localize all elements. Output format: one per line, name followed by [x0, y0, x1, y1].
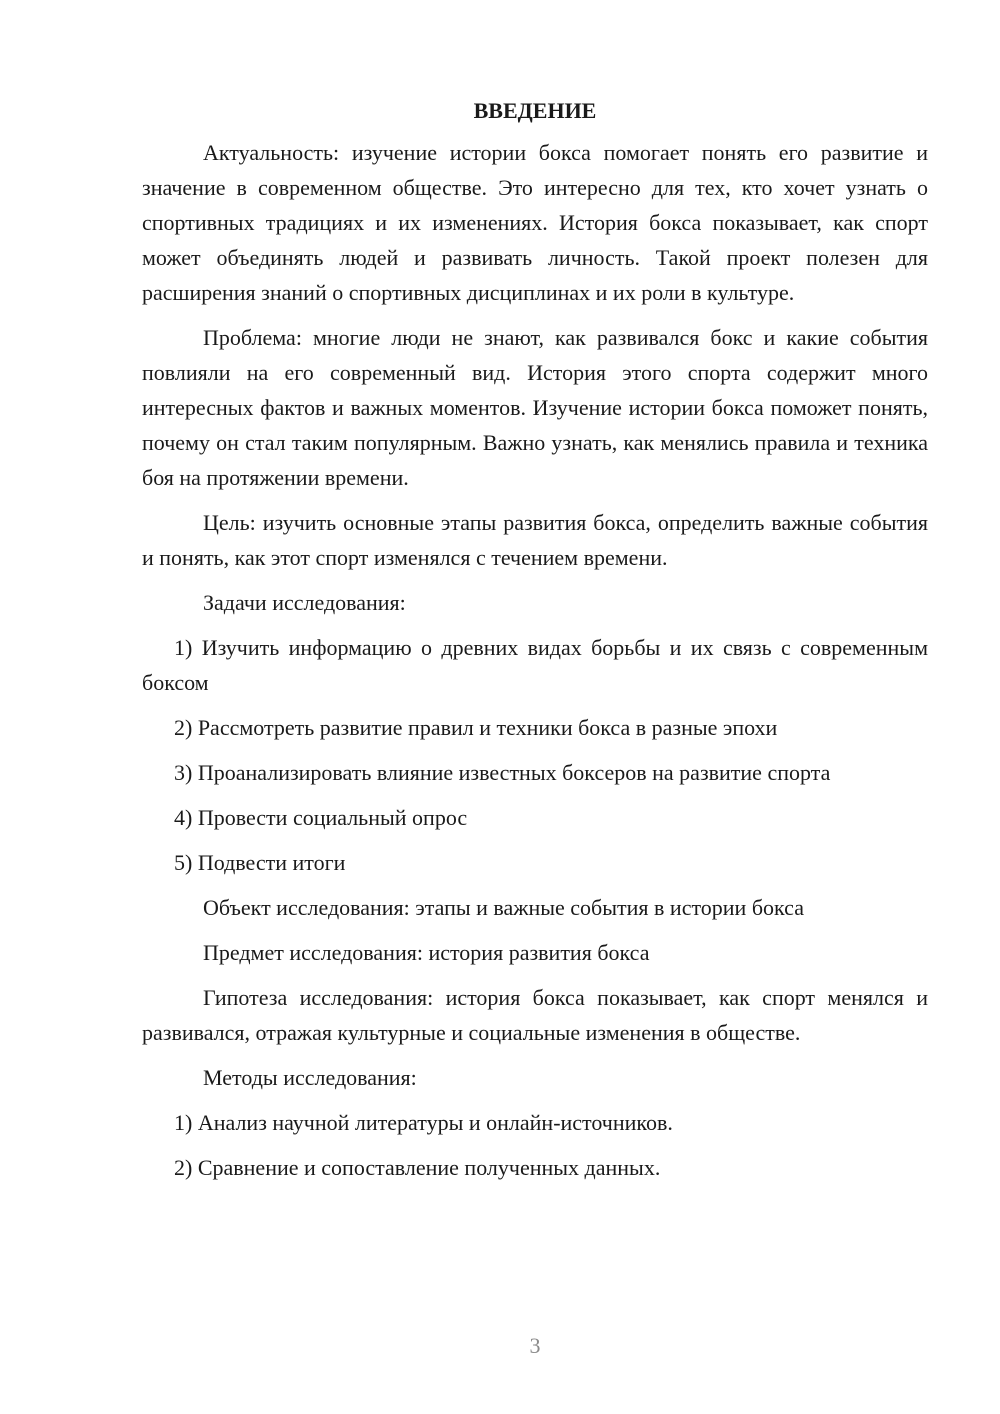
- problem-paragraph: Проблема: многие люди не знают, как развивался бокс и какие события повлияли на его современный вид. История этого спорта содержит много интересных фактов и важных моментов. Изучение истории бокса поможет понять, почему он стал таким популярным. Важно узнать, как менялись правила и техника боя на протяжении времени.: [142, 325, 928, 490]
- tasks-heading: Задачи исследования:: [203, 590, 406, 615]
- document-page: [142, 96, 928, 1195]
- object-paragraph: Объект исследования: этапы и важные события в истории бокса: [203, 895, 804, 920]
- task-item: 4) Провести социальный опрос: [174, 805, 468, 830]
- method-item: 1) Анализ научной литературы и онлайн-источников.: [174, 1110, 673, 1135]
- method-item: 2) Сравнение и сопоставление полученных данных.: [174, 1155, 661, 1180]
- page-title: ВВЕДЕНИЕ: [473, 98, 597, 123]
- task-item: 5) Подвести итоги: [174, 850, 346, 875]
- task-item: 3) Проанализировать влияние известных боксеров на развитие спорта: [174, 760, 831, 785]
- goal-paragraph: Цель: изучить основные этапы развития бокса, определить важные события и понять, как этот спорт изменялся с течением времени.: [142, 510, 928, 570]
- task-item: 1) Изучить информацию о древних видах борьбы и их связь с современным боксом: [142, 635, 928, 695]
- task-item: 2) Рассмотреть развитие правил и техники бокса в разные эпохи: [174, 715, 778, 740]
- subject-paragraph: Предмет исследования: история развития бокса: [203, 940, 650, 965]
- methods-heading: Методы исследования:: [203, 1065, 417, 1090]
- page-number: 3: [529, 1333, 541, 1358]
- hypothesis-paragraph: Гипотеза исследования: история бокса показывает, как спорт менялся и развивался, отражая культурные и социальные изменения в обществе.: [142, 985, 928, 1045]
- relevance-paragraph: Актуальность: изучение истории бокса помогает понять его развитие и значение в современном обществе. Это интересно для тех, кто хочет узнать о спортивных традициях и их изменениях. История бокса показывает, как спорт может объединять людей и развивать личность. Такой проект полезен для расширения знаний о спортивных дисциплинах и их роли в культуре.: [142, 140, 928, 305]
